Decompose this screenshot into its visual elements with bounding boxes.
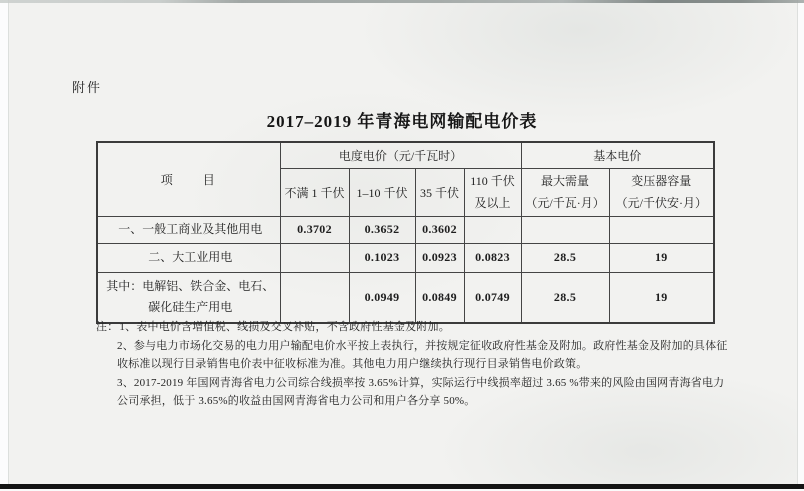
cell-value: 0.3652 <box>349 216 415 243</box>
note-line-5: 公司承担，低于 3.65%的收益由国网青海省电力公司和用户各分享 50%。 <box>117 395 476 407</box>
cell-value: 0.1023 <box>349 243 415 272</box>
page-title: 2017–2019 年青海电网输配电价表 <box>266 112 538 131</box>
cell-value: 0.3702 <box>280 216 349 243</box>
table-header-row-groups <box>97 142 714 168</box>
table-row-general-commercial <box>97 216 714 243</box>
header-col-below-1kv: 不满 1 千伏 <box>280 168 349 216</box>
note-prefix: 注： <box>96 321 119 333</box>
header-basic-price-group: 基本电价 <box>521 142 714 168</box>
row-label: 一、一般工商业及其他用电 <box>97 216 280 243</box>
cell-value: 28.5 <box>521 272 609 323</box>
header-col-1-10kv: 1–10 千伏 <box>349 168 415 216</box>
table-row-large-industry <box>97 243 714 272</box>
footnotes <box>96 318 728 411</box>
scan-top-edge-line <box>0 0 804 3</box>
header-col-max-demand: 最大需量 （元/千瓦·月） <box>521 168 609 216</box>
note-line-1: 注：1、表中电价含增值税、线损及交叉补贴，不含政府性基金及附加。 <box>96 321 450 333</box>
scan-right-margin <box>797 0 804 491</box>
cell-value: 19 <box>609 272 714 323</box>
cell-value: 0.3602 <box>415 216 464 243</box>
cell-value <box>280 243 349 272</box>
cell-value: 28.5 <box>521 243 609 272</box>
header-col-35kv: 35 千伏 <box>415 168 464 216</box>
note-line-2: 2、参与电力市场化交易的电力用户输配电价水平按上表执行，并按规定征收政府性基金及附加。政府性基金及附加的具体征 <box>117 339 728 352</box>
cell-value <box>521 216 609 243</box>
price-table <box>96 141 715 324</box>
cell-value <box>280 272 349 323</box>
header-col-transformer-capacity: 变压器容量 （元/千伏安·月） <box>609 168 714 216</box>
cell-value <box>464 216 521 243</box>
cell-value <box>609 216 714 243</box>
row-label: 其中：电解铝、铁合金、电石、碳化硅生产用电 <box>97 272 280 323</box>
row-label: 二、大工业用电 <box>97 243 280 272</box>
note-line-4: 3、2017-2019 年国网青海省电力公司综合线损率按 3.65%计算，实际运行中线损率超过 3.65 %带来的风险由国网青海省电力 <box>117 376 725 389</box>
header-item: 项 目 <box>97 142 280 216</box>
note-line-3: 收标准以现行目录销售电价表中征收标准为准。其他电力用户继续执行现行目录销售电价政策。 <box>117 358 588 370</box>
scan-left-margin <box>0 0 9 491</box>
cell-value: 0.0823 <box>464 243 521 272</box>
header-col-110kv-and-above: 110 千伏 及以上 <box>464 168 521 216</box>
cell-value: 0.0949 <box>349 272 415 323</box>
header-energy-price-group: 电度电价（元/千瓦时） <box>280 142 521 168</box>
cell-value: 0.0923 <box>415 243 464 272</box>
cell-value: 0.0749 <box>464 272 521 323</box>
table-row-electrolytic-aluminum <box>97 272 714 323</box>
cell-value: 19 <box>609 243 714 272</box>
attachment-label: 附件 <box>72 80 103 95</box>
cell-value: 0.0849 <box>415 272 464 323</box>
